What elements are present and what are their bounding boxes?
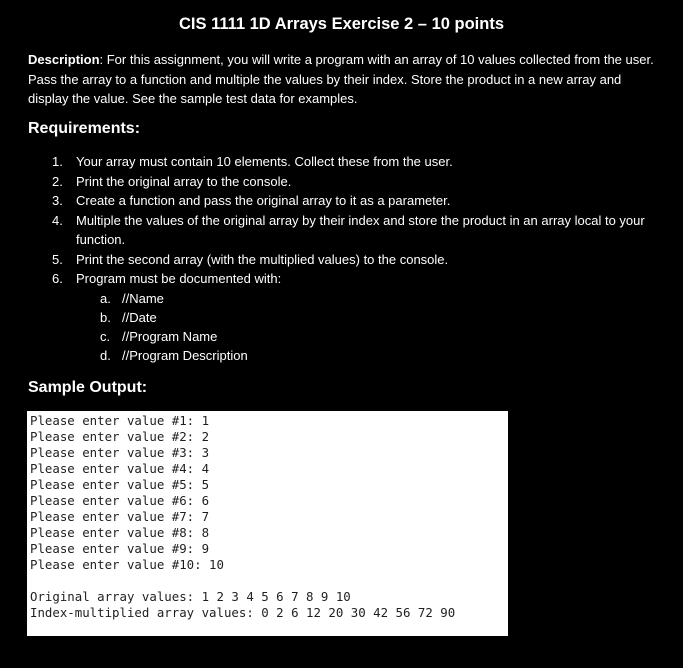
requirement-text: Your array must contain 10 elements. Collect these from the user. [76,154,453,169]
requirement-number: 1. [52,154,63,169]
documentation-text: //Program Description [122,348,248,364]
requirement-item [0,250,656,270]
requirement-item [0,172,656,192]
console-line: Please enter value #3: 3 [30,445,210,460]
documentation-letter: d. [100,348,111,364]
console-line: Please enter value #8: 8 [30,525,210,540]
console-line: Please enter value #2: 2 [30,429,210,444]
console-line: Please enter value #4: 4 [30,461,210,476]
requirement-number: 3. [52,193,63,208]
requirement-text: Print the original array to the console. [76,173,292,189]
description-paragraph [28,50,664,109]
documentation-text: //Date [122,309,157,325]
requirement-item [0,152,656,172]
console-line: Please enter value #5: 5 [30,477,210,492]
console-line: Please enter value #6: 6 [30,493,210,508]
requirement-text: Create a function and pass the original array to it as a parameter. [76,193,451,208]
requirement-number: 4. [52,212,63,228]
documentation-text: //Program Name [122,328,218,344]
documentation-item [76,346,656,365]
console-line: Please enter value #10: 10 [30,557,224,572]
requirement-text: Print the second array (with the multiplied values) to the console. [76,251,449,267]
description-text: : For this assignment, you will write a program with an array of 10 values collected from the user. Pass the array to a function and multiple the values by their index. Store the product in a new array and display the value. See the sample test data for examples. [28,52,654,106]
requirement-item [0,191,656,211]
requirements-heading: Requirements: [28,120,141,137]
console-result-line: Original array values: 1 2 3 4 5 6 7 8 9 10 [30,589,351,604]
console-blank-line [30,573,508,589]
documentation-letter: b. [100,309,111,325]
documentation-item [76,308,656,327]
requirement-item [0,269,656,365]
documentation-letter: c. [100,328,111,344]
documentation-letter: a. [100,290,111,306]
requirements-list [0,152,683,365]
documentation-sublist [76,289,656,366]
requirement-item [0,211,656,250]
console-line: Please enter value #7: 7 [30,509,210,524]
console-line: Please enter value #9: 9 [30,541,210,556]
documentation-text: //Name [122,290,164,306]
requirement-text: Multiple the values of the original array by their index and store the product in an array local to your function. [76,212,645,247]
requirement-number: 6. [52,271,63,286]
console-result-line: Index-multiplied array values: 0 2 6 12 20 30 42 56 72 90 [30,605,456,620]
requirement-text: Program must be documented with: [76,271,282,286]
requirement-number: 5. [52,251,63,267]
requirement-number: 2. [52,173,63,189]
description-label: Description [28,52,100,67]
documentation-item [76,327,656,346]
page-title: CIS 1111 1D Arrays Exercise 2 – 10 points [178,15,504,33]
documentation-item [76,289,656,308]
sample-output-console [27,411,508,636]
console-line: Please enter value #1: 1 [30,413,210,428]
sample-output-heading: Sample Output: [28,379,148,396]
